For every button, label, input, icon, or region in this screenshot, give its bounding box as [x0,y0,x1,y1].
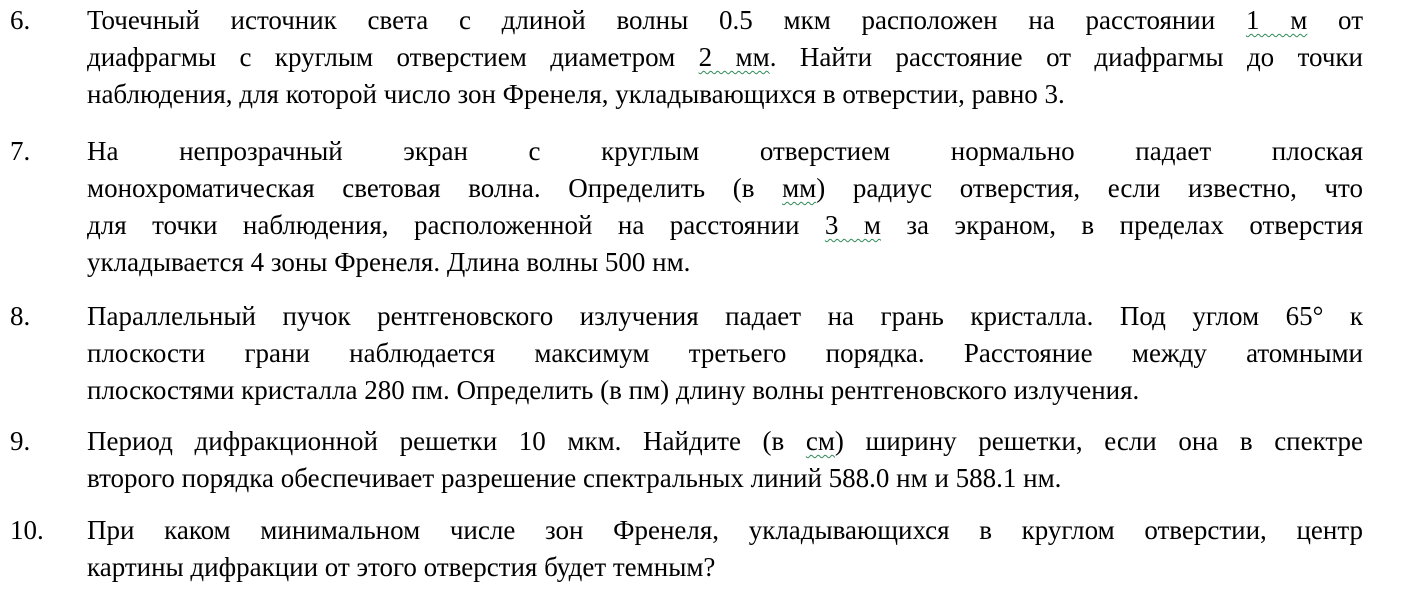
text-line: наблюдения, для которой число зон Френеля, укладывающихся в отверстии, равно 3. [87,79,1065,109]
text-line: диафрагмы с круглым отверстием диаметром 2 мм. Найти расстояние от диафрагмы до точки [87,42,1363,72]
problem-text [87,298,1363,409]
problem-number: 9. [10,426,31,456]
text-line: плоскостями кристалла 280 пм. Определить (в пм) длину волны рентгеновского излучения. [87,375,1140,405]
problem-text [87,133,1363,281]
text-line: При каком минимальном числе зон Френеля, укладывающихся в круглом отверстии, центр [87,515,1363,545]
problem-number: 7. [10,136,31,166]
problem-number: 10. [10,515,44,545]
text-line: Период дифракционной решетки 10 мкм. Найдите (в см) ширину решетки, если она в спектре [87,426,1363,456]
text-line: укладывается 4 зоны Френеля. Длина волны 500 нм. [87,247,691,277]
text-line: плоскости грани наблюдается максимум третьего порядка. Расстояние между атомными [87,338,1363,368]
text-line: картины дифракции от этого отверстия будет темным? [87,552,716,582]
text-line: монохроматическая световая волна. Определить (в мм) радиус отверстия, если известно, что [87,173,1363,203]
problem-text [87,423,1363,497]
text-line: Параллельный пучок рентгеновского излучения падает на грань кристалла. Под углом 65° к [87,301,1363,331]
text-line: Точечный источник света с длиной волны 0.5 мкм расположен на расстоянии 1 м от [87,5,1364,35]
spell-check-underline: 2 мм [698,42,770,72]
problem-number: 8. [10,301,31,331]
spell-check-underline: 1 м [1245,5,1308,35]
text-line: второго порядка обеспечивает разрешение спектральных линий 588.0 нм и 588.1 нм. [87,463,1062,493]
problem-text [87,512,1363,586]
spell-check-underline: мм [782,173,817,203]
problem-number: 6. [10,5,31,35]
spell-check-underline: см [805,426,835,456]
spell-check-underline: 3 м [824,210,881,240]
text-line: для точки наблюдения, расположенной на расстоянии 3 м за экраном, в пределах отверстия [87,210,1363,240]
problem-text [87,2,1363,113]
text-line: На непрозрачный экран с круглым отверстием нормально падает плоская [87,136,1363,166]
